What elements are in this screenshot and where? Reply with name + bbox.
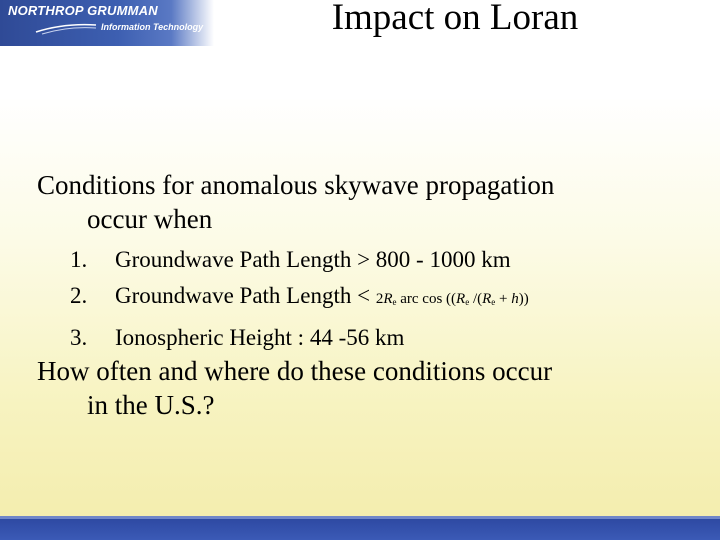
path-length-formula: $2R_e$ arc $\cos ((R_e$ $/(R_e + h)$) [375,291,529,307]
question-line-2: in the U.S.? [87,390,215,420]
question-paragraph [37,354,552,422]
list-text: Groundwave Path Length < [115,283,376,308]
northrop-grumman-logo [0,0,214,46]
question-line-1: How often and where do these conditions occur [37,356,553,386]
footer-bar [0,516,720,540]
list-item [70,278,529,320]
slide-title: Impact on Loran [331,0,579,38]
list-text: Groundwave Path Length > 800 - 1000 km [115,247,511,272]
logo-subtitle: Information Technology [101,22,204,32]
list-number: 3. [70,325,88,350]
conditions-list [70,242,529,356]
list-number: 1. [70,247,88,272]
header [0,0,720,46]
list-item [70,320,529,356]
logo-swoosh-icon [34,21,98,35]
footer-bar-highlight [0,516,720,519]
list-number: 2. [70,283,88,308]
list-item [70,242,529,278]
logo-wordmark: NORTHROP GRUMMAN [8,3,158,18]
conditions-line-1: Conditions for anomalous skywave propagation [37,170,555,200]
conditions-line-2: occur when [87,204,213,234]
conditions-paragraph [37,168,554,236]
list-text: Ionospheric Height : 44 -56 km [115,325,405,350]
